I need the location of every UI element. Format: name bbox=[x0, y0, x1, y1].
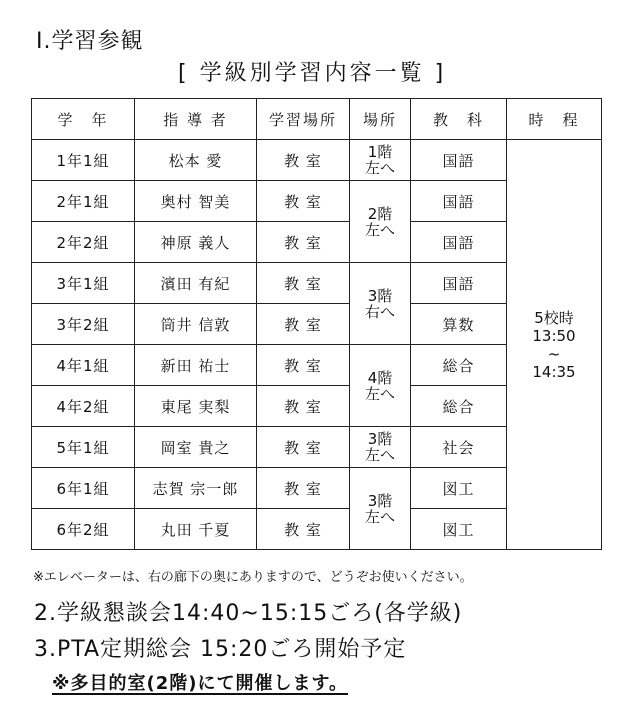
grade-cell: 6年2組 bbox=[32, 509, 135, 550]
grade-cell: 5年1組 bbox=[32, 427, 135, 468]
study-place-cell: 教 室 bbox=[257, 468, 350, 509]
teacher-cell: 筒井 信敦 bbox=[135, 304, 257, 345]
subject-cell: 国語 bbox=[411, 222, 507, 263]
location-cell bbox=[350, 427, 411, 468]
agenda-item-pta-meeting: 3.PTA定期総会 15:20ごろ開始予定 bbox=[34, 637, 407, 662]
header-period: 時 程 bbox=[507, 99, 602, 140]
location-floor: 4階 bbox=[367, 368, 393, 387]
location-cell bbox=[350, 468, 411, 550]
study-place-cell: 教 室 bbox=[257, 263, 350, 304]
period-start: 13:50 bbox=[532, 326, 576, 345]
subject-cell: 国語 bbox=[411, 140, 507, 181]
header-location: 場所 bbox=[350, 99, 411, 140]
subject-cell: 図工 bbox=[411, 509, 507, 550]
grade-cell: 2年1組 bbox=[32, 181, 135, 222]
study-place-cell: 教 室 bbox=[257, 140, 350, 181]
location-direction: 左へ bbox=[364, 507, 395, 526]
grade-cell: 3年1組 bbox=[32, 263, 135, 304]
study-place-cell: 教 室 bbox=[257, 181, 350, 222]
teacher-cell: 丸田 千夏 bbox=[135, 509, 257, 550]
table-title: [ 学級別学習内容一覧 ] bbox=[178, 61, 447, 86]
teacher-cell: 濱田 有紀 bbox=[135, 263, 257, 304]
location-direction: 左へ bbox=[364, 446, 395, 464]
period-end: 14:35 bbox=[532, 362, 576, 381]
subject-cell: 図工 bbox=[411, 468, 507, 509]
location-cell bbox=[350, 181, 411, 263]
header-subject: 教 科 bbox=[411, 99, 507, 140]
grade-cell: 6年1組 bbox=[32, 468, 135, 509]
study-place-cell: 教 室 bbox=[257, 386, 350, 427]
period-separator: ~ bbox=[547, 344, 561, 363]
location-cell bbox=[350, 345, 411, 427]
location-floor: 2階 bbox=[367, 204, 393, 223]
location-direction: 左へ bbox=[364, 220, 395, 239]
period-label: 5校時 bbox=[534, 308, 574, 327]
grade-cell: 3年2組 bbox=[32, 304, 135, 345]
period-cell bbox=[507, 140, 602, 550]
header-study-place: 学習場所 bbox=[257, 99, 350, 140]
teacher-cell: 新田 祐士 bbox=[135, 345, 257, 386]
study-place-cell: 教 室 bbox=[257, 222, 350, 263]
location-floor: 3階 bbox=[367, 491, 393, 510]
location-cell bbox=[350, 140, 411, 181]
grade-cell: 4年1組 bbox=[32, 345, 135, 386]
grade-cell: 4年2組 bbox=[32, 386, 135, 427]
table-row bbox=[32, 140, 602, 181]
section-1-title: I.学習参観 bbox=[36, 29, 144, 54]
teacher-cell: 志賀 宗一郎 bbox=[135, 468, 257, 509]
teacher-cell: 奥村 智美 bbox=[135, 181, 257, 222]
teacher-cell: 神原 義人 bbox=[135, 222, 257, 263]
study-place-cell: 教 室 bbox=[257, 345, 350, 386]
pta-venue-note: ※多目的室(2階)にて開催します。 bbox=[52, 673, 349, 694]
subject-cell: 社会 bbox=[411, 427, 507, 468]
location-direction: 左へ bbox=[364, 384, 395, 403]
header-grade: 学 年 bbox=[32, 99, 135, 140]
teacher-cell: 東尾 実梨 bbox=[135, 386, 257, 427]
grade-cell: 2年2組 bbox=[32, 222, 135, 263]
location-cell bbox=[350, 263, 411, 345]
study-place-cell: 教 室 bbox=[257, 304, 350, 345]
subject-cell: 国語 bbox=[411, 181, 507, 222]
subject-cell: 国語 bbox=[411, 263, 507, 304]
study-place-cell: 教 室 bbox=[257, 427, 350, 468]
class-schedule-table bbox=[31, 98, 602, 550]
location-direction: 右へ bbox=[364, 302, 395, 321]
agenda-item-class-meeting: 2.学級懇談会14:40~15:15ごろ(各学級) bbox=[34, 601, 463, 626]
grade-cell: 1年1組 bbox=[32, 140, 135, 181]
subject-cell: 総合 bbox=[411, 345, 507, 386]
header-teacher: 指 導 者 bbox=[135, 99, 257, 140]
teacher-cell: 松本 愛 bbox=[135, 140, 257, 181]
table-header-row bbox=[32, 99, 602, 140]
location-direction: 左へ bbox=[364, 159, 395, 177]
teacher-cell: 岡室 貴之 bbox=[135, 427, 257, 468]
location-floor: 1階 bbox=[367, 143, 393, 161]
subject-cell: 算数 bbox=[411, 304, 507, 345]
location-floor: 3階 bbox=[367, 430, 393, 448]
study-place-cell: 教 室 bbox=[257, 509, 350, 550]
subject-cell: 総合 bbox=[411, 386, 507, 427]
elevator-note: ※エレベーターは、右の廊下の奥にありますので、どうぞお使いください。 bbox=[33, 570, 473, 585]
location-floor: 3階 bbox=[367, 286, 393, 305]
